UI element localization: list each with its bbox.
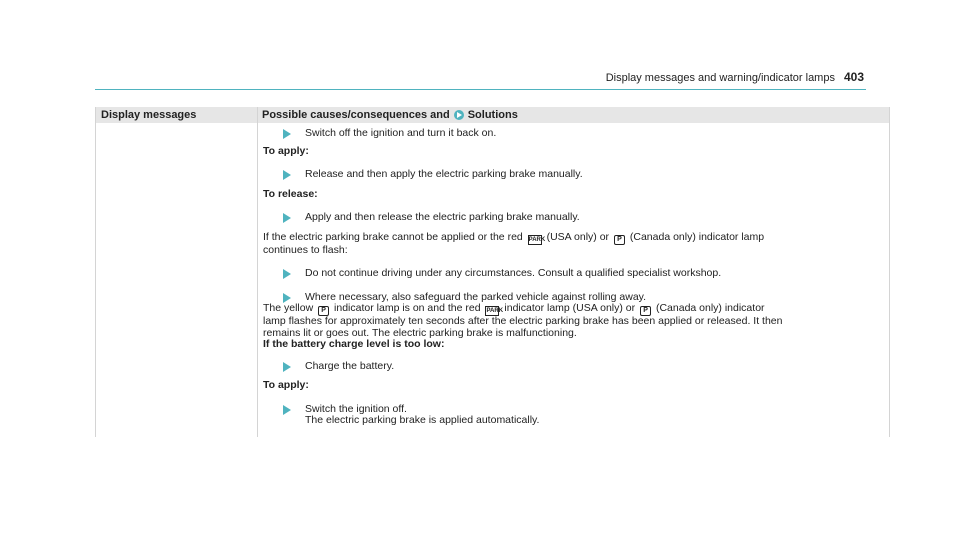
step-text: Switch off the ignition and turn it back on. bbox=[305, 127, 497, 139]
display-messages-table bbox=[95, 107, 890, 437]
paragraph bbox=[263, 232, 883, 257]
step-item bbox=[263, 128, 883, 140]
running-head-title: Display messages and warning/indicator lamps bbox=[605, 72, 835, 84]
page-number: 403 bbox=[843, 70, 864, 84]
paragraph-text: (Canada only) indicator bbox=[655, 302, 765, 314]
arrow-bullet-icon bbox=[454, 110, 464, 120]
running-head bbox=[606, 70, 864, 84]
arrow-icon bbox=[283, 405, 291, 415]
step-text: Do not continue driving under any circumstances. Consult a qualified specialist workshop. bbox=[305, 267, 722, 279]
park-brake-icon: PARK bbox=[486, 308, 504, 314]
col-causes-label: Possible causes/consequences and bbox=[262, 109, 450, 121]
to-apply-heading: To apply: bbox=[263, 379, 309, 391]
p-brake-icon: P bbox=[318, 306, 329, 316]
step-text: The electric parking brake is applied automatically. bbox=[305, 414, 540, 426]
paragraph-text: indicator lamp (USA only) or bbox=[504, 302, 636, 314]
step-text: Release and then apply the electric parking brake manually. bbox=[305, 168, 583, 180]
table-right-rule bbox=[889, 107, 890, 437]
step-text: Charge the battery. bbox=[305, 359, 395, 372]
arrow-icon bbox=[283, 129, 291, 139]
battery-heading: If the battery charge level is too low: bbox=[263, 338, 445, 350]
step-text: Switch the ignition off. bbox=[305, 402, 407, 415]
column-divider bbox=[257, 107, 258, 437]
step-item bbox=[263, 415, 883, 427]
to-apply-heading: To apply: bbox=[263, 144, 309, 157]
paragraph-text: If the electric parking brake cannot be applied or the red bbox=[263, 230, 523, 243]
arrow-icon bbox=[283, 213, 291, 223]
col-causes-header bbox=[257, 107, 890, 123]
step-text: Apply and then release the electric parking brake manually. bbox=[305, 211, 580, 223]
arrow-icon bbox=[283, 293, 291, 303]
table-header bbox=[95, 107, 890, 123]
p-brake-icon: P bbox=[614, 235, 625, 245]
step-item bbox=[263, 169, 883, 181]
col-solutions-label: Solutions bbox=[467, 109, 518, 121]
paragraph-text: The yellow bbox=[263, 302, 314, 314]
arrow-icon bbox=[283, 362, 291, 372]
step-text: Where necessary, also safeguard the parked vehicle against rolling away. bbox=[305, 290, 647, 303]
arrow-icon bbox=[283, 170, 291, 180]
col-display-messages-header: Display messages bbox=[101, 109, 197, 121]
paragraph-text: lamp flashes for approximately ten seconds after the electric parking brake has been applied or released. It then bbox=[263, 315, 783, 327]
step-item bbox=[263, 212, 883, 224]
paragraph-text: (USA only) or bbox=[546, 230, 610, 243]
park-brake-icon: PARK bbox=[528, 236, 546, 243]
paragraph-text: indicator lamp is on and the red bbox=[334, 302, 481, 314]
header-rule bbox=[95, 89, 866, 90]
paragraph-text: remains lit or goes out. The electric parking brake is malfunctioning. bbox=[263, 326, 577, 339]
table-left-rule bbox=[95, 107, 96, 437]
arrow-icon bbox=[283, 269, 291, 279]
p-brake-icon: P bbox=[640, 306, 651, 316]
paragraph-text: (Canada only) indicator lamp bbox=[629, 230, 765, 243]
solutions-cell bbox=[263, 123, 883, 427]
paragraph bbox=[263, 303, 883, 339]
step-item bbox=[263, 268, 883, 280]
paragraph-text: continues to flash: bbox=[263, 243, 348, 256]
to-release-heading: To release: bbox=[263, 187, 318, 200]
step-item bbox=[263, 361, 883, 373]
